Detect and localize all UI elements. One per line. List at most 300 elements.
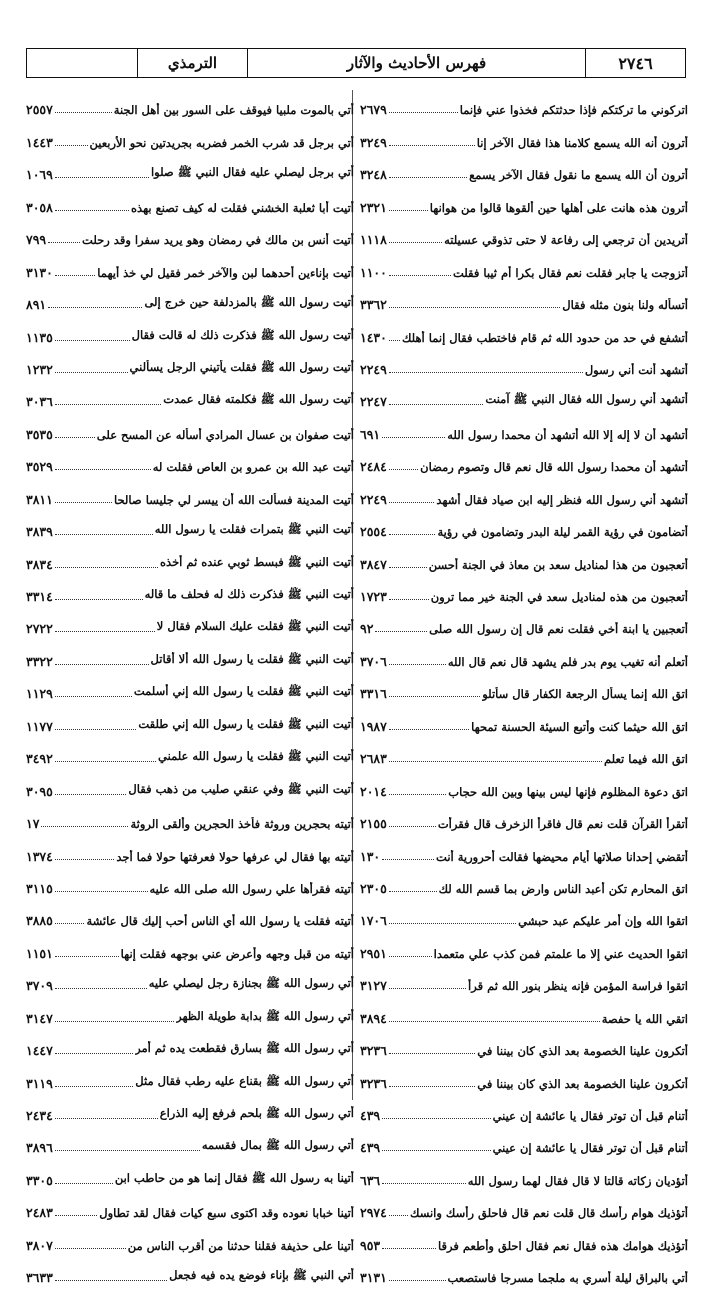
- entry-text: اتق دعوة المظلوم فإنها ليس بينها وبين الله حجاب: [448, 784, 688, 799]
- leader-dots: [389, 567, 427, 568]
- hadith-number: ٢٢٤٧: [360, 394, 387, 410]
- hadith-number: ٣٣١٦: [360, 686, 387, 702]
- hadith-number: ١٣٠: [360, 848, 381, 864]
- entry-text: أتيت النبي ﷺ فقلت يا رسول الله ألا أقاتل: [150, 651, 354, 666]
- entry-text: أتيت النبي ﷺ بتمرات فقلت يا رسول الله: [154, 522, 354, 537]
- index-entry: [360, 998, 688, 1030]
- leader-dots: [382, 1183, 466, 1184]
- hadith-number: ١١٣٥: [26, 329, 53, 345]
- entry-text: أتعلم أنه تغيب يوم بدر فلم يشهد قال نعم قال الله: [447, 654, 688, 669]
- hadith-number: ٢٦٨٣: [360, 751, 387, 767]
- leader-dots: [55, 891, 148, 892]
- hadith-number: ٣٨٨٥: [26, 913, 53, 929]
- entry-text: أتضامون في رؤية القمر ليلة البدر وتضامون في رؤية: [437, 525, 688, 540]
- leader-dots: [389, 534, 436, 535]
- leader-dots: [55, 1021, 174, 1022]
- index-entry: [26, 966, 354, 998]
- index-entry: [26, 350, 354, 382]
- leader-dots: [55, 761, 156, 762]
- index-entry: [360, 285, 688, 317]
- right-column: [360, 90, 688, 1290]
- index-entry: [26, 609, 354, 641]
- leader-dots: [55, 794, 127, 795]
- leader-dots: [389, 145, 475, 146]
- leader-dots: [389, 372, 583, 373]
- entry-text: أتشفع في حد من حدود الله ثم قام فاختطب فقال إنما أهلك: [401, 330, 688, 345]
- leader-dots: [389, 1215, 408, 1216]
- entry-text: أتيت النبي ﷺ فقلت يا رسول الله إني أسلمت: [133, 684, 354, 699]
- hadith-number: ٣٠٥٨: [26, 199, 53, 215]
- leader-dots: [389, 112, 458, 113]
- hadith-number: ١١٧٧: [26, 718, 53, 734]
- index-entry: [360, 447, 688, 479]
- leader-dots: [55, 599, 143, 600]
- hadith-number: ٣١١٩: [26, 1075, 53, 1091]
- leader-dots: [48, 242, 80, 243]
- entry-text: أتقضي إحدانا صلاتها أيام محيضها فقالت أحرورية أنت: [436, 849, 688, 864]
- index-entry: [360, 869, 688, 901]
- entry-text: أتسأله ولنا بنون مثله فقال: [562, 298, 688, 313]
- leader-dots: [382, 437, 445, 438]
- hadith-number: ٣٤٩٢: [26, 751, 53, 767]
- leader-dots: [55, 372, 128, 373]
- hadith-number: ١٧٢٣: [360, 589, 387, 604]
- page-number: ٢٧٤٦: [585, 49, 685, 77]
- leader-dots: [389, 826, 436, 827]
- index-entry: [360, 609, 688, 641]
- leader-dots: [55, 1183, 113, 1184]
- entry-text: أتينا على حذيفة فقلنا حدثنا من أقرب الناس من: [127, 1238, 354, 1253]
- entry-text: اتقوا الحديث عني إلا ما علمتم فمن كذب علي متعمدا: [433, 946, 688, 961]
- leader-dots: [55, 1248, 126, 1249]
- hadith-number: ١١٠٠: [360, 264, 387, 280]
- entry-text: أتي برجل قد شرب الخمر فضربه بجريدتين نحو الأربعين: [89, 135, 354, 150]
- hadith-number: ٢٩٧٤: [360, 1205, 387, 1221]
- index-entry: [360, 544, 688, 576]
- leader-dots: [375, 631, 427, 632]
- entry-text: أتي بالبراق ليلة أسري به ملجما مسرجا فاستصعب: [447, 1271, 688, 1286]
- hadith-number: ٣٢٣٦: [360, 1043, 387, 1059]
- index-entry: [26, 1031, 354, 1063]
- entry-text: أتنام قبل أن توتر فقال يا عائشة إن عيني: [492, 1141, 688, 1156]
- entry-text: أتشهد أن محمدا رسول الله قال نعم قال وتصوم رمضان: [420, 460, 688, 475]
- entry-text: أتي برجل ليصلي عليه فقال النبي ﷺ صلوا: [150, 165, 354, 180]
- hadith-number: ١٣٧٤: [26, 848, 53, 864]
- index-entry: [26, 1096, 354, 1128]
- entry-text: أتؤذيك هوامك هذه فقال نعم فقال احلق وأطعم فرقا: [438, 1238, 688, 1253]
- index-entry: [26, 414, 354, 446]
- hadith-number: ٤٣٩: [360, 1140, 381, 1156]
- entry-text: أتعجبون من هذا لمناديل سعد بن معاذ في الجنة أحسن: [428, 557, 688, 572]
- hadith-number: ٣١٣٠: [26, 264, 53, 280]
- leader-dots: [389, 664, 446, 665]
- hadith-number: ٣٣٦٢: [360, 297, 387, 313]
- index-entry: [360, 641, 688, 673]
- hadith-number: ٢٢٤٩: [360, 361, 387, 377]
- hadith-number: ٢٧٢٢: [26, 621, 53, 637]
- leader-dots: [389, 1021, 600, 1022]
- index-entry: [360, 1258, 688, 1290]
- index-entry: [26, 804, 354, 836]
- entry-text: أتيت النبي ﷺ فقلت يا رسول الله علمني: [158, 749, 354, 764]
- hadith-number: ٤٣٩: [360, 1108, 381, 1123]
- entry-text: أتشهد أن لا إله إلا الله أتشهد أن محمدا رسول الله: [447, 427, 688, 442]
- hadith-number: ٢٠١٤: [360, 783, 387, 799]
- index-entry: [360, 1096, 688, 1128]
- index-entry: [360, 155, 688, 187]
- hadith-number: ٣٢٤٩: [360, 134, 387, 150]
- entry-text: أتيت رسول الله ﷺ فقلت يأتيني الرجل يسألني: [129, 359, 354, 374]
- hadith-number: ٣٣١٤: [26, 589, 53, 604]
- leader-dots: [55, 1150, 200, 1151]
- index-entry: [360, 901, 688, 933]
- hadith-number: ٧٩٩: [26, 232, 47, 248]
- index-entry: [26, 771, 354, 803]
- hadith-number: ٣٨١١: [26, 491, 53, 507]
- leader-dots: [55, 210, 129, 211]
- index-entry: [26, 187, 354, 219]
- entry-text: أتؤديان زكاته قالتا لا قال فقال لهما رسول الله: [467, 1173, 688, 1188]
- leader-dots: [55, 340, 130, 341]
- index-entry: [360, 1063, 688, 1095]
- leader-dots: [382, 1118, 490, 1119]
- leader-dots: [55, 567, 158, 568]
- leader-dots: [55, 923, 85, 924]
- entry-text: أترون أنه الله يسمع كلامنا هذا فقال الآخر إنا: [476, 135, 688, 150]
- index-entry: [26, 479, 354, 511]
- index-entry: [360, 771, 688, 803]
- index-entry: [360, 966, 688, 998]
- index-entry: [360, 1193, 688, 1225]
- entry-text: أتي رسول الله ﷺ بسارق فقطعت يده ثم أمر: [135, 1041, 354, 1056]
- leader-dots: [55, 696, 132, 697]
- book-name: الترمذي: [137, 49, 247, 77]
- index-entry: [26, 252, 354, 284]
- entry-text: أتيت النبي ﷺ فقلت عليك السلام فقال لا: [156, 619, 354, 634]
- index-entry: [26, 1193, 354, 1225]
- entry-text: أتيت أبا ثعلبة الخشني فقلت له كيف تصنع بهذه: [131, 200, 354, 215]
- index-entry: [360, 706, 688, 738]
- leader-dots: [55, 1118, 158, 1119]
- hadith-number: ٣٨٠٧: [26, 1237, 53, 1253]
- hadith-number: ٣٨٩٤: [360, 1010, 387, 1026]
- entry-text: اتركوني ما تركتكم فإذا حدثتكم فخذوا عني فإنما: [459, 103, 688, 118]
- index-entry: [26, 544, 354, 576]
- entry-text: أتي رسول الله ﷺ بقناع عليه رطب فقال مثل: [135, 1073, 354, 1088]
- index-entry: [26, 1225, 354, 1257]
- entry-text: أتيت المدينة فسألت الله أن ييسر لي جليسا صالحا: [114, 492, 354, 507]
- entry-text: أتيت بإناءين أحدهما لبن والآخر خمر فقيل لي خذ أيهما: [97, 265, 354, 280]
- index-entry: [360, 479, 688, 511]
- entry-text: أتشهد أنت أني رسول: [584, 362, 688, 377]
- hadith-number: ٣٧٠٩: [26, 978, 53, 994]
- hadith-number: ٢٥٥٤: [360, 524, 387, 540]
- leader-dots: [48, 307, 142, 308]
- leader-dots: [55, 631, 155, 632]
- entry-text: اتقوا فراسة المؤمن فإنه ينظر بنور الله ثم قرأ: [468, 979, 688, 994]
- entry-text: أتيت النبي ﷺ فبسط ثوبي عنده ثم أخذه: [160, 554, 354, 569]
- index-entry: [360, 90, 688, 122]
- index-entry: [26, 836, 354, 868]
- leader-dots: [382, 859, 434, 860]
- entry-text: أتيته بحجرين وروثة فأخذ الحجرين وألقى الروثة: [130, 817, 354, 832]
- entry-text: أتيته فقرأها علي رسول الله صلى الله عليه: [149, 881, 354, 896]
- entry-text: أتيت أنس بن مالك في رمضان وهو يريد سفرا وقد رحلت: [82, 233, 354, 248]
- leader-dots: [389, 469, 418, 470]
- hadith-number: ١١٢٩: [26, 686, 53, 702]
- entry-text: أتي رسول الله ﷺ بجنازة رجل ليصلي عليه: [148, 976, 354, 991]
- index-entry: [26, 1128, 354, 1160]
- index-entry: [26, 933, 354, 965]
- index-entry: [360, 1031, 688, 1063]
- hadith-number: ١٠٦٩: [26, 167, 53, 183]
- leader-dots: [389, 502, 435, 503]
- hadith-number: ٢٤٨٤: [360, 459, 387, 475]
- hadith-number: ١٤٤٣: [26, 134, 53, 150]
- index-entry: [26, 447, 354, 479]
- hadith-number: ٣٨٩٦: [26, 1140, 53, 1156]
- index-entry: [26, 317, 354, 349]
- leader-dots: [389, 794, 446, 795]
- entry-text: اتقي الله يا حفصة: [601, 1011, 688, 1026]
- index-entry: [26, 739, 354, 771]
- hadith-number: ٣٨٤٧: [360, 556, 387, 572]
- leader-dots: [55, 502, 112, 503]
- leader-dots: [55, 729, 137, 730]
- leader-dots: [55, 1215, 97, 1216]
- index-entry: [26, 998, 354, 1030]
- entry-text: أتكرون علينا الخصومة بعد الذي كان بيننا في: [477, 1044, 688, 1059]
- index-entry: [360, 317, 688, 349]
- hadith-number: ١٤٤٧: [26, 1043, 53, 1059]
- leader-dots: [389, 210, 428, 211]
- hadith-number: ٣٥٢٩: [26, 459, 53, 475]
- index-entry: [26, 220, 354, 252]
- entry-text: اتقوا الله وإن أمر عليكم عبد حبشي: [518, 914, 688, 929]
- leader-dots: [389, 404, 484, 405]
- leader-dots: [55, 859, 114, 860]
- hadith-number: ٢٢٤٩: [360, 491, 387, 507]
- index-entry: [26, 285, 354, 317]
- index-entry: [26, 901, 354, 933]
- entry-text: أتؤذيك هوام رأسك قال قلت نعم قال فاحلق رأسك وانسك: [410, 1206, 688, 1221]
- entry-text: أتي بالموت ملبيا فيوقف على السور بين أهل الجنة: [113, 103, 354, 118]
- entry-text: أتينا به رسول الله ﷺ فقال إنما هو من حاطب ابن: [114, 1170, 354, 1185]
- leader-dots: [389, 696, 480, 697]
- leader-dots: [389, 1086, 475, 1087]
- entry-text: أتينا خبابا نعوده وقد اكتوى سبع كيات فقال لقد تطاول: [99, 1206, 354, 1221]
- entry-text: اتق الله فيما تعلم: [604, 752, 688, 767]
- entry-text: أتي رسول الله ﷺ بدابة طويلة الظهر: [176, 1008, 354, 1023]
- hadith-number: ١١١٨: [360, 232, 387, 248]
- hadith-number: ١٧: [26, 816, 40, 832]
- leader-dots: [55, 534, 153, 535]
- hadith-number: ٣٣٠٥: [26, 1172, 53, 1188]
- hadith-number: ٣١٢٧: [360, 978, 387, 994]
- leader-dots: [389, 956, 432, 957]
- leader-dots: [389, 891, 437, 892]
- entry-text: اتق الله حيثما كنت وأتبع السيئة الحسنة تمحها: [471, 719, 688, 734]
- leader-dots: [55, 988, 147, 989]
- hadith-number: ٣٠٩٥: [26, 783, 53, 799]
- leader-dots: [55, 404, 161, 405]
- leader-dots: [382, 1150, 490, 1151]
- entry-text: أتيت رسول الله ﷺ بالمزدلفة حين خرج إلى: [144, 295, 354, 310]
- entry-text: اتق الله إنما يسأل الرجعة الكفار قال سأتلو: [482, 687, 688, 702]
- index-entry: [360, 350, 688, 382]
- hadith-number: ٣٥٣٥: [26, 426, 53, 442]
- leader-dots: [382, 1248, 436, 1249]
- hadith-number: ٣٧٠٦: [360, 653, 387, 669]
- entry-text: أتيته من قبل وجهه وأعرض عني بوجهه فقلت إنها: [120, 946, 354, 961]
- hadith-number: ١١٥١: [26, 945, 53, 961]
- entry-text: أتريدين أن ترجعي إلى رفاعة لا حتى تذوقي عسيلته: [444, 233, 688, 248]
- index-entry: [360, 1128, 688, 1160]
- leader-dots: [55, 112, 112, 113]
- leader-dots: [389, 1053, 475, 1054]
- index-entry: [26, 90, 354, 122]
- entry-text: أتيته فقلت يا رسول الله أي الناس أحب إليك قال عائشة: [86, 914, 354, 929]
- entry-text: أتعجبين يا ابنة أخي فقلت نعم قال إن رسول الله صلى: [429, 622, 688, 637]
- entry-text: اتق المحارم تكن أعبد الناس وارض بما قسم الله لك: [438, 881, 688, 896]
- leader-dots: [41, 826, 128, 827]
- index-entry: [26, 1258, 354, 1290]
- hadith-number: ١٢٣٢: [26, 361, 53, 377]
- entry-text: أتيت رسول الله ﷺ فكلمته فقال عمدت: [163, 392, 354, 407]
- index-entry: [360, 414, 688, 446]
- leader-dots: [389, 275, 451, 276]
- entry-text: أتيت صفوان بن عسال المرادي أسأله عن المسح على: [96, 427, 354, 442]
- index-entry: [26, 577, 354, 609]
- hadith-number: ٨٩١: [26, 297, 47, 313]
- hadith-number: ٣٨٣٤: [26, 556, 53, 572]
- entry-text: أتعجبون من هذه لمناديل سعد في الجنة خير مما ترون: [430, 590, 688, 604]
- hadith-number: ٢٣٢١: [360, 199, 387, 215]
- entry-text: أتي النبي ﷺ بإناء فوضع يده فيه فجعل: [169, 1268, 354, 1283]
- index-entry: [26, 706, 354, 738]
- index-entry: [360, 1225, 688, 1257]
- index-entry: [26, 122, 354, 154]
- leader-dots: [55, 956, 119, 957]
- hadith-number: ٣٢٤٨: [360, 167, 387, 183]
- hadith-number: ٣٢٣٦: [360, 1075, 387, 1091]
- leader-dots: [389, 1280, 446, 1281]
- hadith-number: ٣٠٣٦: [26, 394, 53, 410]
- hadith-number: ٢٣٠٥: [360, 880, 387, 896]
- hadith-number: ٣٣٢٢: [26, 653, 53, 669]
- hadith-number: ٣١١٥: [26, 880, 53, 896]
- page-title: فهرس الأحاديث والآثار: [247, 49, 585, 77]
- leader-dots: [389, 923, 516, 924]
- entry-text: أتزوجت يا جابر فقلت نعم فقال بكرا أم ثيبا فقلت: [452, 265, 688, 280]
- entry-text: أترون هذه هانت على أهلها حين ألقوها قالوا من هوانها: [429, 200, 688, 215]
- index-entry: [360, 252, 688, 284]
- hadith-number: ٢١٥٥: [360, 816, 387, 832]
- index-entry: [26, 1160, 354, 1192]
- entry-text: أتي رسول الله ﷺ بمال فقسمه: [201, 1138, 354, 1153]
- entry-text: أتقرأ القرآن قلت نعم قال فاقرأ الزخرف قال فقرأت: [437, 817, 688, 832]
- entry-text: أتيت رسول الله ﷺ فذكرت ذلك له قالت فقال: [131, 327, 354, 342]
- hadith-number: ٢٤٨٣: [26, 1205, 53, 1221]
- leader-dots: [389, 242, 442, 243]
- entry-text: أتيت النبي ﷺ وفي عنقي صليب من ذهب فقال: [128, 781, 354, 796]
- entry-text: أترون أن الله يسمع ما نقول فقال الآخر يسمع: [469, 168, 688, 183]
- index-entry: [26, 512, 354, 544]
- entry-text: أتيت عبد الله بن عمرو بن العاص فقلت له: [152, 460, 354, 475]
- leader-dots: [389, 307, 560, 308]
- hadith-number: ٢٩٥١: [360, 945, 387, 961]
- hadith-number: ٣٨٣٩: [26, 524, 53, 540]
- leader-dots: [55, 437, 95, 438]
- leader-dots: [389, 761, 602, 762]
- hadith-number: ٩٥٣: [360, 1237, 381, 1253]
- entry-text: أتي رسول الله ﷺ بلحم فرفع إليه الذراع: [159, 1106, 354, 1120]
- hadith-number: ١٧٠٦: [360, 913, 387, 929]
- leader-dots: [55, 275, 95, 276]
- entry-text: أتشهد أني رسول الله فنظر إليه ابن صياد فقال أشهد: [436, 492, 688, 507]
- left-column: [26, 90, 354, 1290]
- hadith-number: ٣١٤٧: [26, 1010, 53, 1026]
- hadith-number: ٣٦٣٣: [26, 1270, 53, 1286]
- leader-dots: [389, 177, 467, 178]
- entry-text: أتنام قبل أن توتر فقال يا عائشة إن عيني: [492, 1109, 688, 1123]
- leader-dots: [55, 1280, 167, 1281]
- leader-dots: [55, 469, 151, 470]
- index-entry: [360, 674, 688, 706]
- entry-text: أتيت النبي ﷺ فقلت يا رسول الله إني طلقت: [138, 716, 354, 731]
- entry-text: أتشهد أني رسول الله فقال النبي ﷺ آمنت: [485, 392, 688, 407]
- index-entry: [360, 187, 688, 219]
- index-entry: [26, 641, 354, 673]
- hadith-number: ٦٩١: [360, 426, 381, 442]
- entry-text: أتيت النبي ﷺ فذكرت ذلك له فحلف ما قاله: [144, 587, 354, 601]
- leader-dots: [55, 145, 88, 146]
- leader-dots: [389, 340, 400, 341]
- page-header: [26, 48, 686, 78]
- hadith-number: ١٤٣٠: [360, 329, 387, 345]
- hadith-number: ٢٤٣٤: [26, 1108, 53, 1123]
- leader-dots: [55, 1053, 133, 1054]
- index-entry: [360, 382, 688, 414]
- index-entry: [26, 1063, 354, 1095]
- entry-text: أتكرون علينا الخصومة بعد الذي كان بيننا في: [477, 1076, 688, 1091]
- leader-dots: [389, 599, 429, 600]
- leader-dots: [55, 664, 149, 665]
- leader-dots: [389, 729, 469, 730]
- index-entry: [26, 674, 354, 706]
- index-entry: [360, 1160, 688, 1192]
- index-entry: [360, 933, 688, 965]
- index-entry: [360, 122, 688, 154]
- index-entry: [26, 869, 354, 901]
- leader-dots: [55, 1086, 133, 1087]
- index-entry: [360, 577, 688, 609]
- index-entry: [360, 512, 688, 544]
- index-entry: [360, 836, 688, 868]
- index-entry: [360, 739, 688, 771]
- leader-dots: [389, 988, 466, 989]
- hadith-number: ١٩٨٧: [360, 718, 387, 734]
- index-entry: [26, 155, 354, 187]
- hadith-number: ٩٢: [360, 621, 374, 637]
- hadith-number: ٢٦٧٩: [360, 102, 387, 118]
- header-blank-cell: [27, 49, 137, 77]
- hadith-number: ٣١٣١: [360, 1270, 387, 1286]
- hadith-number: ٦٣٦: [360, 1172, 381, 1188]
- entry-text: أتيته بها فقال لي عرفها حولا فعرفتها حولا فما أجد: [116, 849, 354, 864]
- index-entry: [360, 804, 688, 836]
- hadith-number: ٢٥٥٧: [26, 102, 53, 118]
